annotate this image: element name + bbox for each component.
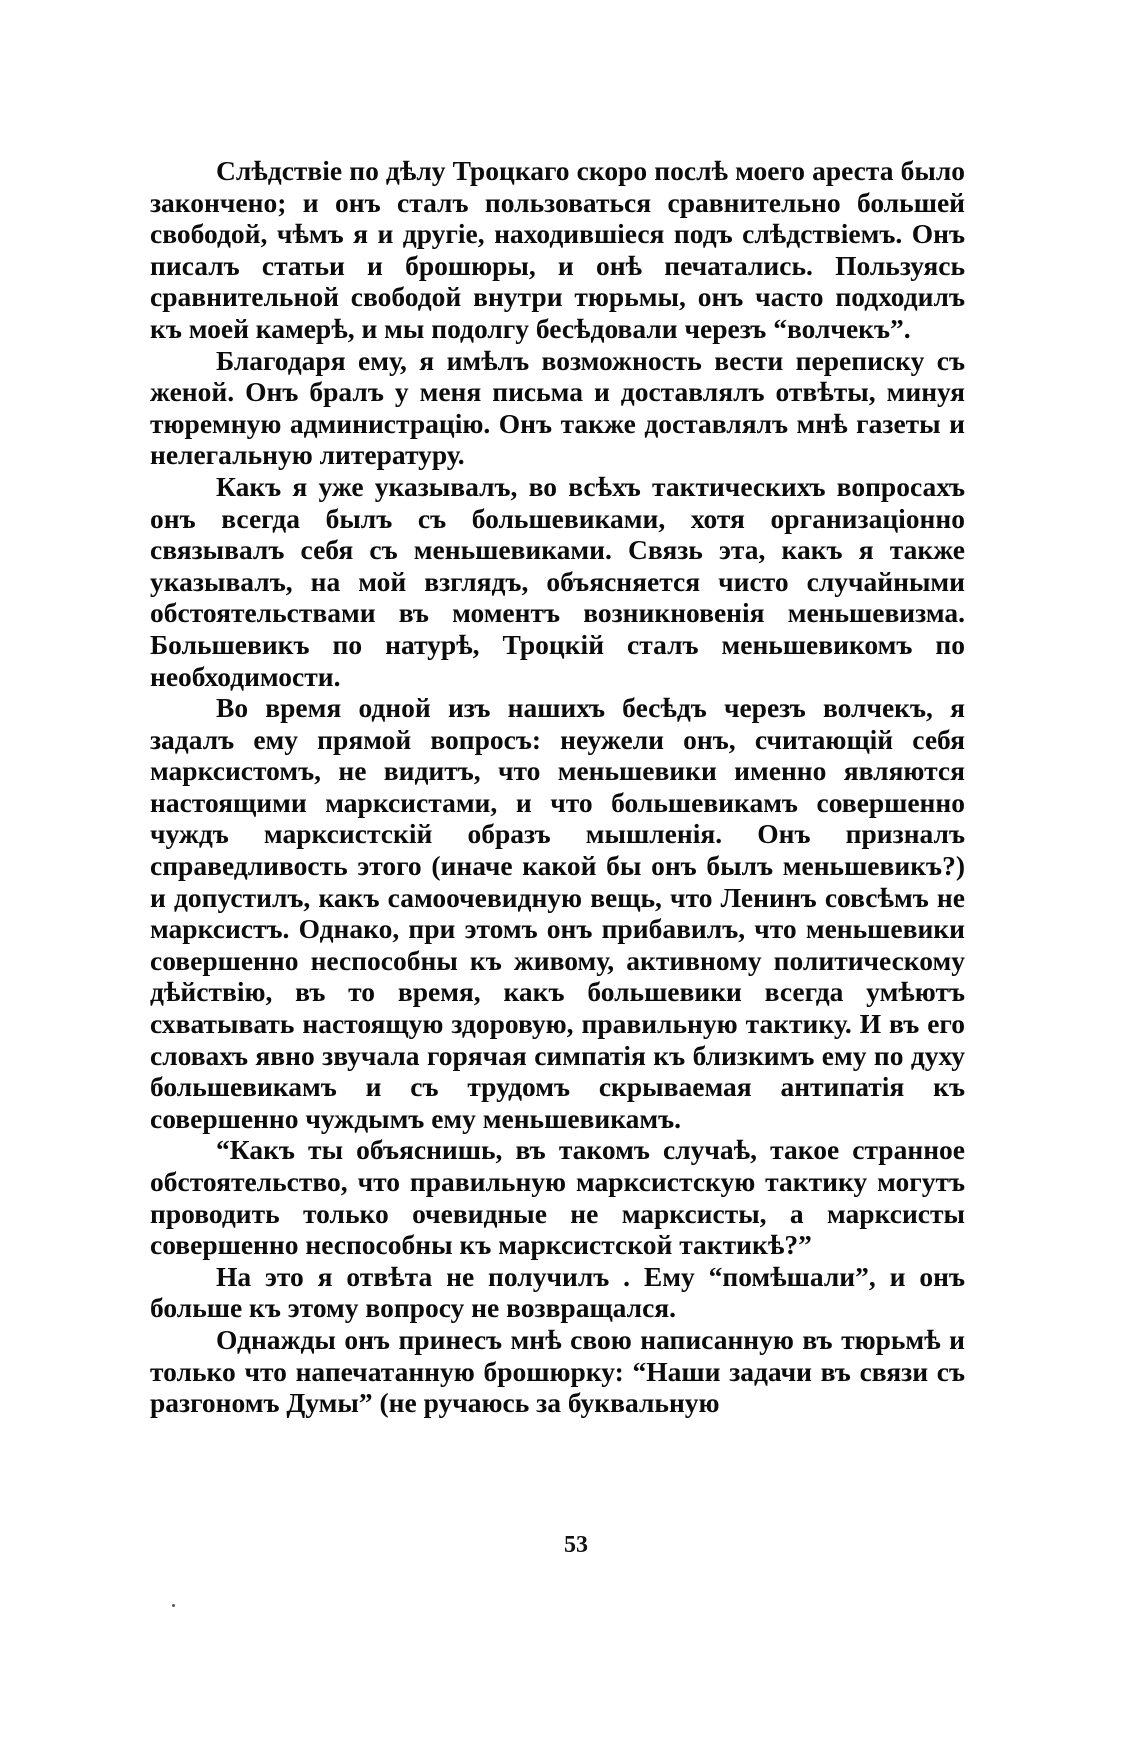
- body-text: [150, 155, 965, 1419]
- paragraph-3: Какъ я уже указывалъ, во всѣхъ тактическихъ вопросахъ онъ всегда былъ съ большевиками, хотя организаціонно связывалъ себя съ меньшевиками. Связь эта, какъ я также указывалъ, на мой взглядъ, объясняется чисто случайными обстоятельствами въ моментъ возникновенія меньшевизма. Большевикъ по натурѣ, Троцкій сталъ меньшевикомъ по необходимости.: [150, 470, 965, 692]
- paragraph-4: Во время одной изъ нашихъ бесѣдъ черезъ волчекъ, я задалъ ему прямой вопросъ: неужели онъ, считающій себя марксистомъ, не видитъ, что меньшевики именно являются настоящими марксистами, и что большевикамъ совершенно чуждъ марксистскій образъ мышленія. Онъ призналъ справедливость этого (иначе какой бы онъ былъ меньшевикъ?) и допустилъ, какъ самоочевидную вещь, что Ленинъ совсѣмъ не марксистъ. Однако, при этомъ онъ прибавилъ, что меньшевики совершенно неспособны къ живому, активному политическому дѣйствію, въ то время, какъ большевики всегда умѣютъ схватывать настоящую здоровую, правильную тактику. И въ его словахъ явно звучала горячая симпатія къ близкимъ ему по духу большевикамъ и съ трудомъ скрываемая антипатія къ совершенно чуждымъ ему меньшевикамъ.: [150, 692, 965, 1134]
- paragraph-2: Благодаря ему, я имѣлъ возможность вести переписку съ женой. Онъ бралъ у меня письма и доставлялъ отвѣты, минуя тюремную администрацію. Онъ также доставлялъ мнѣ газеты и нелегальную литературу.: [150, 344, 965, 471]
- paragraph-7: Однажды онъ принесъ мнѣ свою написанную въ тюрьмѣ и только что напечатанную брошюрку: “Наши задачи въ связи съ разгономъ Думы” (не ручаюсь за буквальную: [150, 1323, 965, 1419]
- page-number: 53: [564, 1532, 588, 1558]
- scan-speck: [172, 1604, 175, 1607]
- paragraph-6: На это я отвѣта не получилъ . Ему “помѣшали”, и онъ больше къ этому вопросу не возвращался.: [150, 1260, 965, 1324]
- paragraph-5: “Какъ ты объяснишь, въ такомъ случаѣ, такое странное обстоятельство, что правильную марксистскую тактику могутъ проводить только очевидные не марксисты, а марксисты совершенно неспособны къ марксистской тактикѣ?”: [150, 1134, 965, 1261]
- paragraph-1: Слѣдствіе по дѣлу Троцкаго скоро послѣ моего ареста было закончено; и онъ сталъ пользоваться сравнительно большей свободой, чѣмъ я и другіе, находившіеся подъ слѣдствіемъ. Онъ писалъ статьи и брошюры, и онѣ печатались. Пользуясь сравнительной свободой внутри тюрьмы, онъ часто подходилъ къ моей камерѣ, и мы подолгу бесѣдовали черезъ “волчекъ”.: [150, 155, 965, 344]
